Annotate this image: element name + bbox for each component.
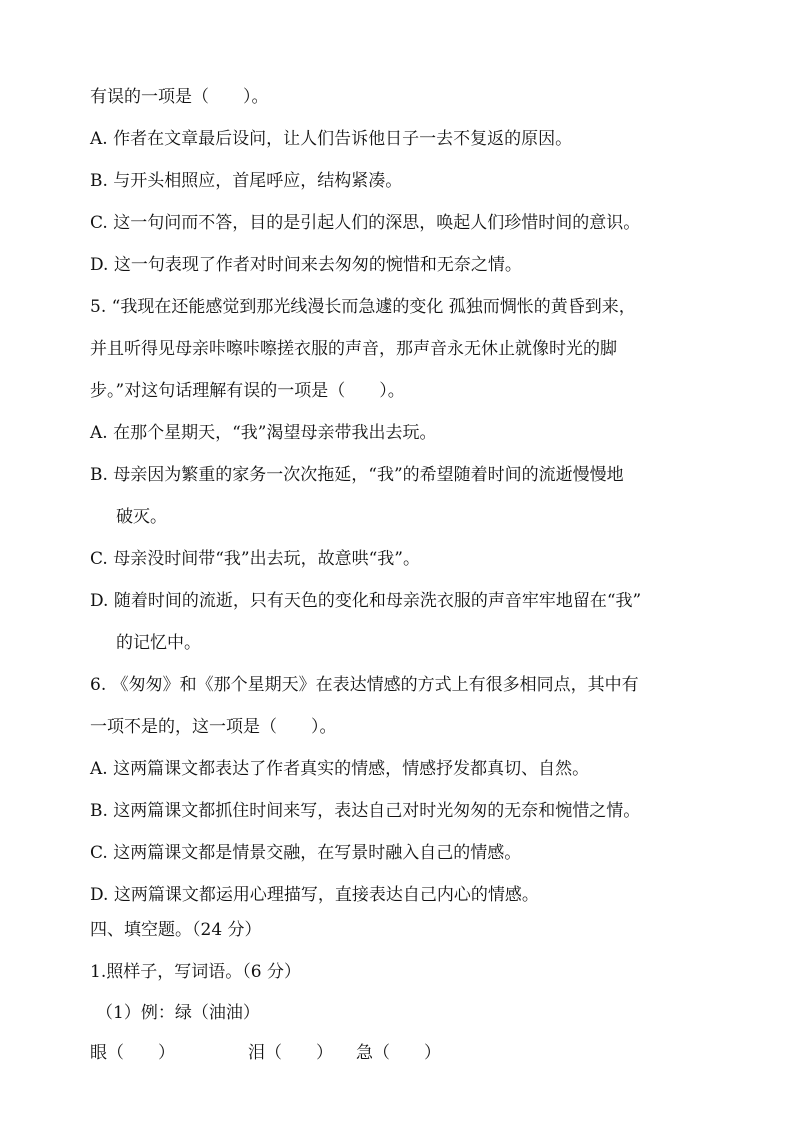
fill-blank-row xyxy=(90,1041,510,1065)
question-4-stem-tail: 有误的一项是（ ）。 xyxy=(90,87,269,107)
q6-option-b: B. 这两篇课文都抓住时间来写，表达自己对时光匆匆的无奈和惋惜之情。 xyxy=(90,801,641,821)
q5-option-d: D. 随着时间的流逝，只有天色的变化和母亲洗衣服的声音牢牢地留在“我” xyxy=(90,591,642,611)
question-6-stem-line-1: 6. 《匆匆》和《那个星期天》在表达情感的方式上有很多相同点，其中有 xyxy=(90,675,639,695)
q4-option-c: C. 这一句问而不答，目的是引起人们的深思，唤起人们珍惜时间的意识。 xyxy=(90,213,641,233)
q6-option-a: A. 这两篇课文都表达了作者真实的情感，情感抒发都真切、自然。 xyxy=(90,759,590,779)
question-6-stem-line-2: 一项不是的，这一项是（ ）。 xyxy=(90,717,337,737)
q4-option-b: B. 与开头相照应，首尾呼应，结构紧凑。 xyxy=(90,171,403,191)
q4-option-d: D. 这一句表现了作者对时间来去匆匆的惋惜和无奈之情。 xyxy=(90,255,522,275)
fill-blank-eye[interactable]: 眼（ ） xyxy=(90,1043,175,1063)
fill-question-1-title: 1.照样子，写词语。（6 分） xyxy=(90,962,301,982)
q5-option-a: A. 在那个星期天，“我”渴望母亲带我出去玩。 xyxy=(90,423,437,443)
question-5-stem-line-2: 并且听得见母亲咔嚓咔嚓搓衣服的声音，那声音永无休止就像时光的脚 xyxy=(90,339,617,359)
question-5-stem-line-1: 5. “我现在还能感觉到那光线漫长而急遽的变化 孤独而惆怅的黄昏到来， xyxy=(90,297,636,317)
q5-option-c: C. 母亲没时间带“我”出去玩，故意哄“我”。 xyxy=(90,549,420,569)
fill-blank-urgent[interactable]: 急（ ） xyxy=(356,1043,441,1063)
q4-option-a: A. 作者在文章最后设问，让人们告诉他日子一去不复返的原因。 xyxy=(90,129,573,149)
fill-example: （1）例：绿（油油） xyxy=(96,1003,260,1023)
q5-option-b: B. 母亲因为繁重的家务一次次拖延，“我”的希望随着时间的流逝慢慢地 xyxy=(90,465,624,485)
q5-option-d-continued: 的记忆中。 xyxy=(116,633,201,653)
q6-option-c: C. 这两篇课文都是情景交融，在写景时融入自己的情感。 xyxy=(90,843,522,863)
section-four-heading: 四、填空题。（24 分） xyxy=(90,920,262,940)
question-5-stem-line-3: 步。”对这句话理解有误的一项是（ ）。 xyxy=(90,381,405,401)
q5-option-b-continued: 破灭。 xyxy=(116,507,167,527)
fill-blank-tear[interactable]: 泪（ ） xyxy=(248,1043,333,1063)
q6-option-d: D. 这两篇课文都运用心理描写，直接表达自己内心的情感。 xyxy=(90,885,539,905)
